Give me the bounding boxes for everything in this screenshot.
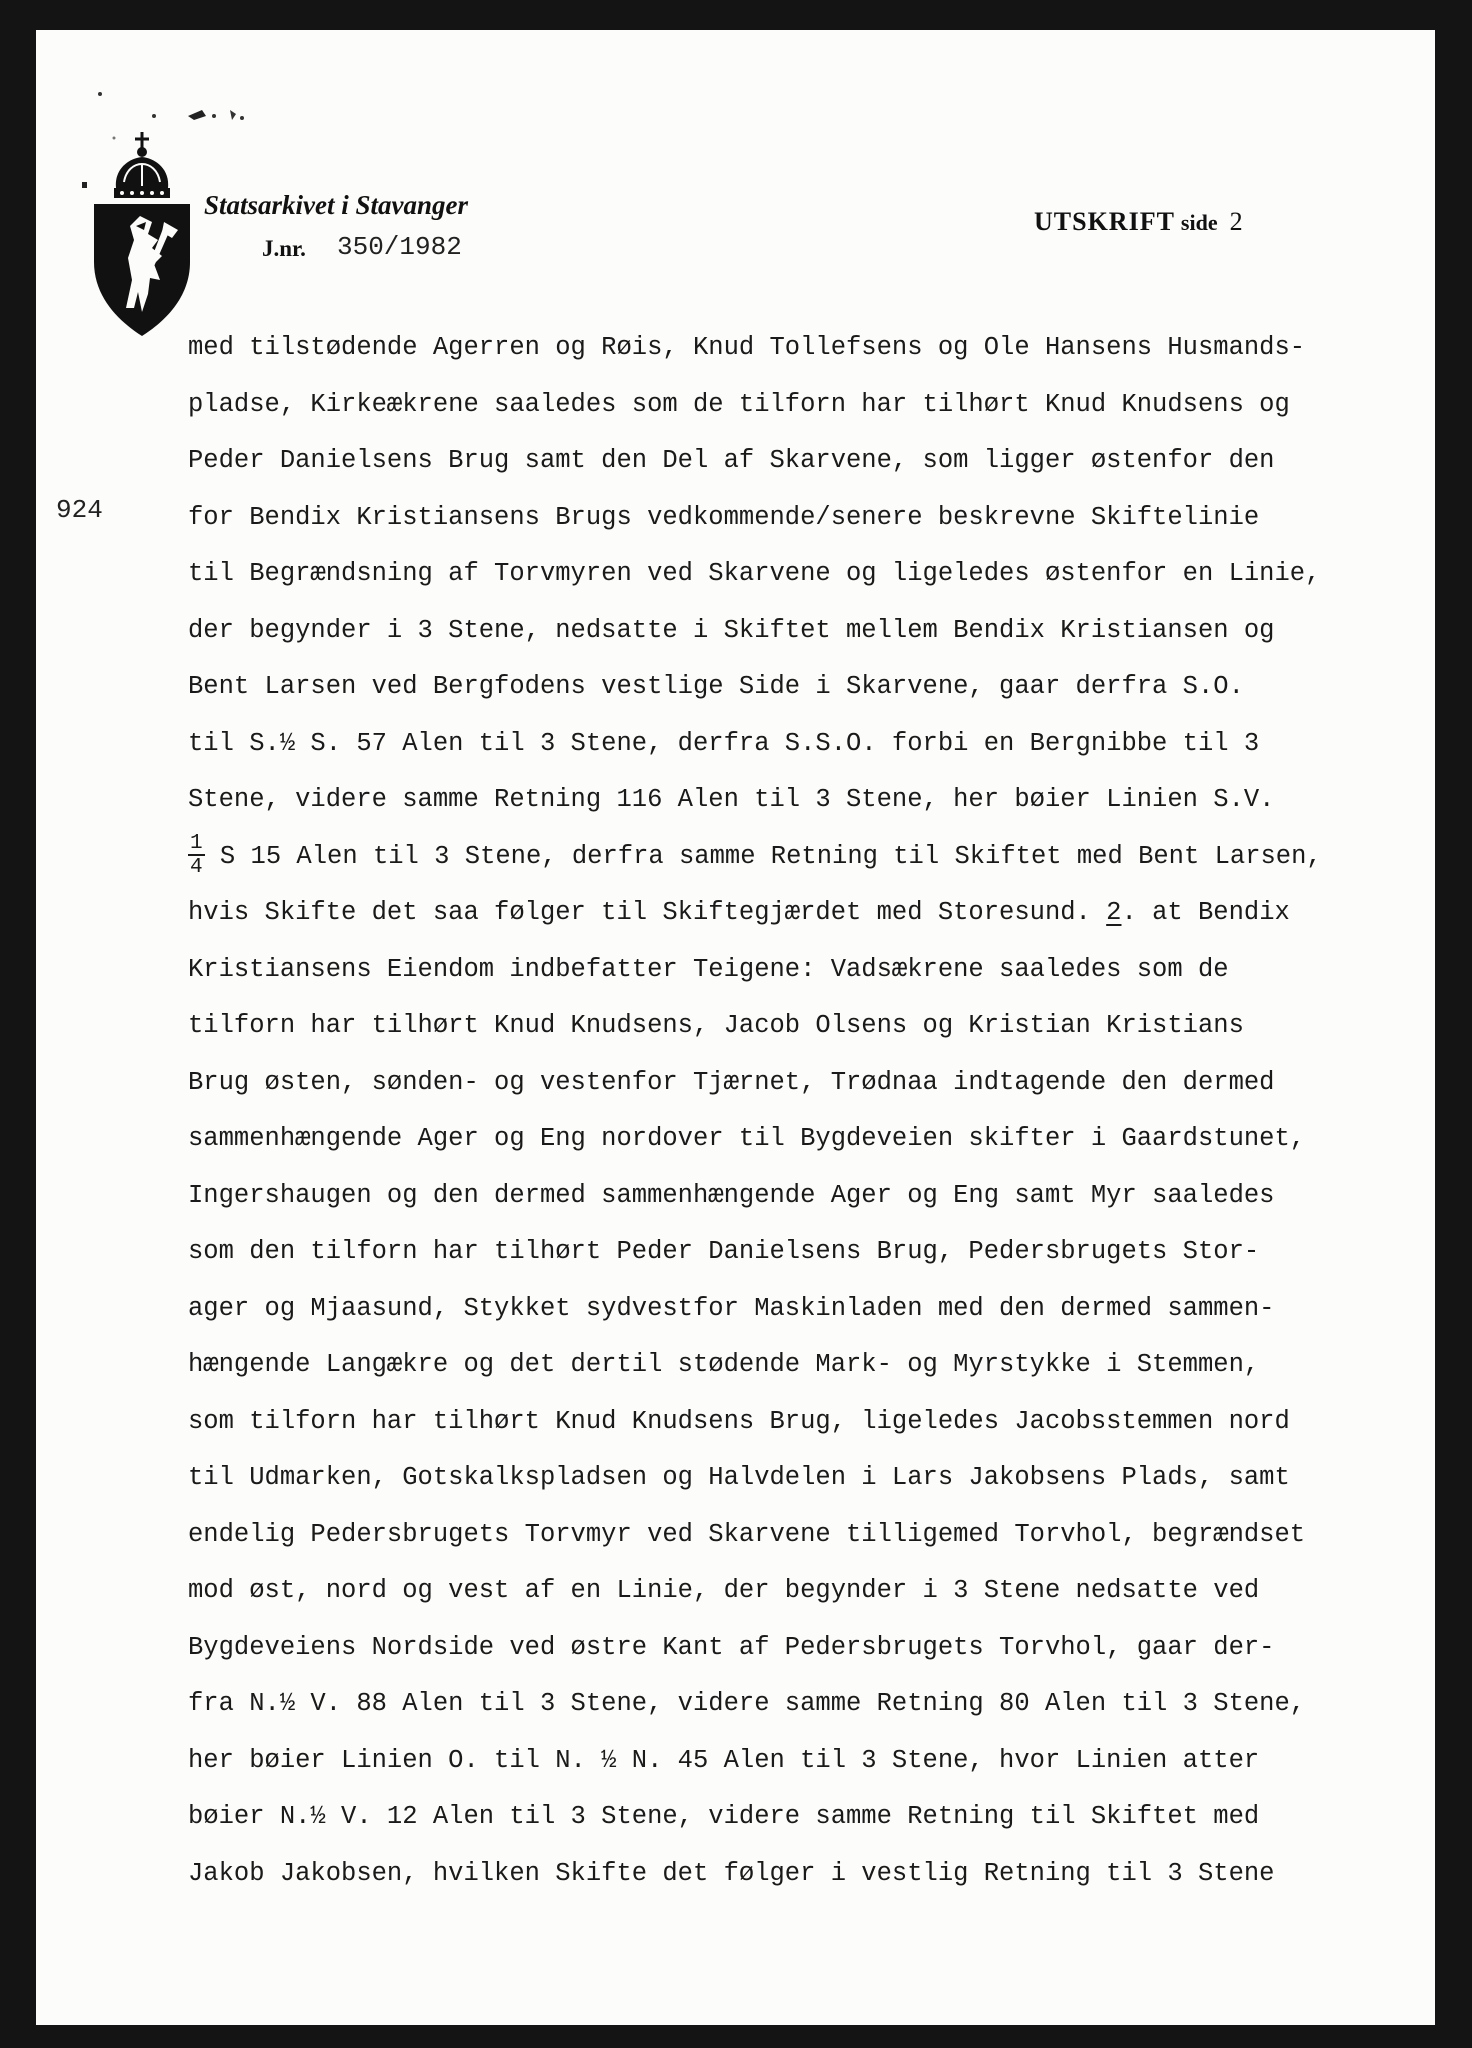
text-line: til Udmarken, Gotskalkspladsen og Halvdelen i Lars Jakobsens Plads, samt <box>188 1463 1290 1492</box>
side-label: side <box>1180 210 1218 235</box>
text-line: ager og Mjaasund, Stykket sydvestfor Maskinladen med den dermed sammen- <box>188 1293 1275 1323</box>
margin-note: 924 <box>56 495 103 525</box>
item-number: 2 <box>1106 898 1122 927</box>
line-text-after: . at Bendix <box>1121 898 1290 927</box>
text-line: Ingershaugen og den dermed sammenhængende Ager og Eng samt Myr saaledes <box>188 1180 1275 1210</box>
text-line: som den tilforn har tilhørt Peder Danielsens Brug, Pedersbrugets Stor- <box>188 1237 1260 1266</box>
transcript-body <box>188 320 1322 1902</box>
norwegian-coat-of-arms-icon <box>88 130 196 340</box>
text-line: pladse, Kirkeækrene saaledes som de tilforn har tilhørt Knud Knudsens og <box>188 389 1290 419</box>
document-page <box>36 30 1435 2025</box>
journal-number-label: J.nr. <box>262 236 306 261</box>
text-line: Bygdeveiens Nordside ved østre Kant af Pedersbrugets Torvhol, gaar der- <box>188 1632 1275 1662</box>
journal-number: 350/1982 <box>337 232 462 262</box>
text-line: Bent Larsen ved Bergfodens vestlige Side i Skarvene, gaar derfra S.O. <box>188 672 1244 701</box>
text-line: der begynder i 3 Stene, nedsatte i Skiftet mellem Bendix Kristiansen og <box>188 615 1275 645</box>
utskrift-label: UTSKRIFT <box>1034 207 1175 236</box>
text-line: for Bendix Kristiansens Brugs vedkommende/senere beskrevne Skiftelinie <box>188 502 1260 532</box>
fraction <box>188 833 205 878</box>
line-text: hvis Skifte det saa følger til Skiftegjærdet med Storesund. <box>188 898 1091 927</box>
line-text: S 15 Alen til 3 Stene, derfra samme Retning til Skiftet med Bent Larsen, <box>219 841 1322 871</box>
text-line: Peder Danielsens Brug samt den Del af Skarvene, som ligger østenfor den <box>188 446 1275 475</box>
text-line: Brug østen, sønden- og vestenfor Tjærnet, Trødnaa indtagende den dermed <box>188 1067 1275 1097</box>
text-line: tilforn har tilhørt Knud Knudsens, Jacob Olsens og Kristian Kristians <box>188 1011 1244 1040</box>
text-line: endelig Pedersbrugets Torvmyr ved Skarvene tilligemed Torvhol, begrændset <box>188 1519 1306 1549</box>
page-number: 2 <box>1229 207 1243 236</box>
text-line: til Begrændsning af Torvmyren ved Skarvene og ligeledes østenfor en Linie, <box>188 559 1321 588</box>
text-line: fra N.½ V. 88 Alen til 3 Stene, videre samme Retning 80 Alen til 3 Stene, <box>188 1689 1306 1718</box>
fraction-numerator: 1 <box>190 832 203 856</box>
transcript-heading <box>1034 207 1243 237</box>
fraction-denominator: 4 <box>190 856 203 880</box>
text-line: Jakob Jakobsen, hvilken Skifte det følger i vestlig Retning til 3 Stene <box>188 1858 1275 1888</box>
archive-name: Statsarkivet i Stavanger <box>204 190 469 220</box>
text-line: mod øst, nord og vest af en Linie, der begynder i 3 Stene nedsatte ved <box>188 1576 1260 1605</box>
text-line: sammenhængende Ager og Eng nordover til Bygdeveien skifter i Gaardstunet, <box>188 1124 1306 1153</box>
text-line: med tilstødende Agerren og Røis, Knud Tollefsens og Ole Hansens Husmands- <box>188 333 1306 362</box>
text-line: som tilforn har tilhørt Knud Knudsens Brug, ligeledes Jacobsstemmen nord <box>188 1406 1290 1436</box>
text-line: til S.½ S. 57 Alen til 3 Stene, derfra S.S.O. forbi en Bergnibbe til 3 <box>188 728 1260 758</box>
text-line: Stene, videre samme Retning 116 Alen til 3 Stene, her bøier Linien S.V. <box>188 785 1275 814</box>
text-line-with-item <box>188 885 1322 942</box>
text-line: her bøier Linien O. til N. ½ N. 45 Alen til 3 Stene, hvor Linien atter <box>188 1745 1260 1775</box>
text-line: hængende Langækre og det dertil stødende Mark- og Myrstykke i Stemmen, <box>188 1350 1260 1379</box>
text-line: Kristiansens Eiendom indbefatter Teigene: Vadsækrene saaledes som de <box>188 954 1229 984</box>
text-line: bøier N.½ V. 12 Alen til 3 Stene, videre samme Retning til Skiftet med <box>188 1802 1260 1831</box>
text-line-with-fraction <box>188 829 1322 886</box>
